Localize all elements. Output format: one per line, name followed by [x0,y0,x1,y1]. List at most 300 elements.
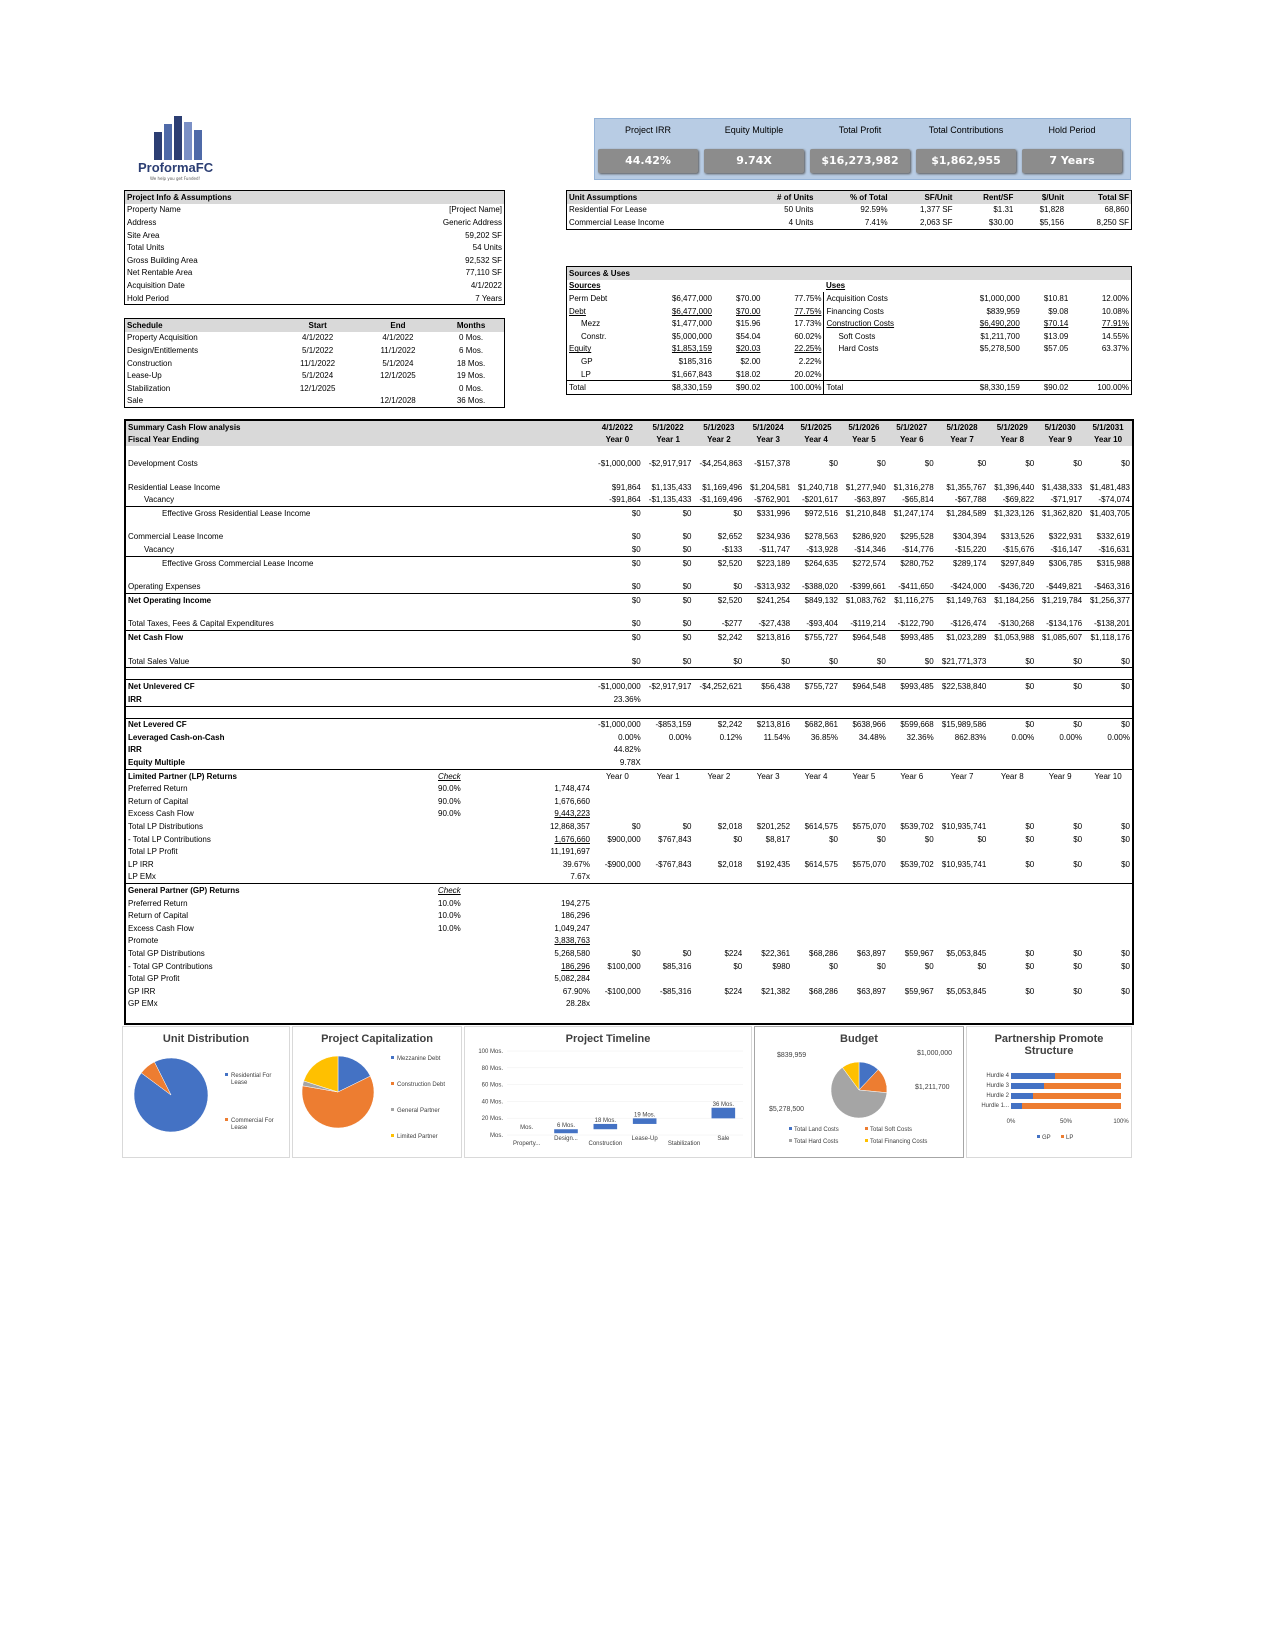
cell: $0 [1025,458,1035,468]
cell: $70.00 [736,293,761,303]
check-label: Check [436,884,488,897]
table-row [567,368,1131,381]
legend-label: Total Financing Costs [870,1139,928,1145]
cell: $539,702 [900,859,934,869]
row-label: Net Rentable Area [127,268,193,278]
cell: $1,085,607 [1042,632,1083,642]
pct-cell [436,972,488,985]
source-label: Equity [569,344,592,354]
cell: $0 [1025,948,1035,958]
cell: 17.73% [794,319,822,329]
cell: $5,156 [1039,217,1065,227]
cell: -$853,159 [643,718,694,731]
cell: $1,083,762 [845,595,886,605]
row-label: Residential For Lease [569,205,647,215]
gp-bar [1011,1073,1055,1079]
x-tick-label: 100% [1113,1119,1129,1125]
cell: -$67,788 [936,493,989,506]
source-label: Perm Debt [569,293,608,303]
cell: $13.09 [1043,331,1069,341]
year-header: Year 9 [1048,435,1072,445]
cell: 77.75% [794,306,822,316]
cell: $331,996 [756,508,791,518]
value-cell: 5,268,580 [554,948,590,958]
value-cell: 1,676,660 [554,796,590,806]
cell: $0 [1121,986,1130,996]
cell: -$11,747 [744,543,792,556]
date-header: 5/1/2031 [1092,422,1124,432]
pct-cell [436,858,488,871]
table-row [126,960,1132,973]
cell: $575,070 [852,859,886,869]
table-row [125,204,504,217]
table-row [126,593,1132,606]
cell: $755,727 [804,632,838,642]
cell: $0 [643,543,694,556]
use-label: Construction Costs [824,317,947,330]
year-header: Year 6 [899,435,924,445]
row-label: Commercial Lease Income [569,217,665,227]
legend-marker [865,1127,868,1130]
cashflow-subtitle: Fiscal Year Ending [128,435,199,445]
x-tick-label: Property... [513,1141,541,1147]
cell: $224 [724,948,743,958]
timeline-bar [594,1124,618,1129]
table-row [126,909,1132,922]
row-label: Effective Gross Residential Lease Income [162,508,311,518]
cell: $0 [829,458,838,468]
cell: 0.00% [1059,732,1083,742]
budget-chart [754,1026,964,1158]
cell: 12/1/2025 [299,383,336,393]
section-title: Limited Partner (LP) Returns [126,769,436,782]
cell: $2.00 [740,356,761,366]
pct-cell [436,820,488,833]
table-row [126,481,1132,494]
row-label: Site Area [127,230,160,240]
col-header: Start [308,320,327,330]
kpi-label: Total Profit [838,125,882,135]
cell: $0 [682,632,692,642]
cell: $201,252 [756,822,791,832]
cell: 4/1/2022 [382,333,414,343]
cell: $278,563 [804,532,838,542]
unit-assumptions-table [566,190,1132,230]
year-header: Year 3 [756,435,780,445]
cell: $0 [1084,655,1132,668]
cell: 1,377 SF [920,205,953,215]
cell: -$91,864 [592,493,643,506]
cell: $0 [876,458,886,468]
cell: -$399,661 [840,580,888,593]
timeline-bar [633,1118,657,1124]
y-tick-label: Mos. [489,1133,503,1139]
cell: -$122,790 [888,618,936,631]
value-cell: 186,296 [561,961,590,971]
table-row [126,680,1132,693]
cell: $56,438 [744,680,792,693]
cell: $185,316 [678,356,712,366]
row-label: Sale [127,396,144,406]
cell: 862.83% [954,732,987,742]
cell: $767,843 [658,834,692,844]
cell: $1,481,483 [1089,482,1130,492]
cell: $2,018 [717,822,743,832]
cell: 2.22% [798,356,822,366]
cell: $0 [1084,680,1132,693]
kpi-label: Total Contributions [928,125,1004,135]
cell: $0 [988,655,1036,668]
cell: $0 [840,655,888,668]
cell: $59,967 [904,948,934,958]
legend-label: Mezzanine Debt [397,1056,441,1062]
table-row [125,357,504,370]
cell: $0 [888,655,936,668]
cell: $2,242 [694,718,745,731]
cell: $85,316 [662,961,692,971]
row-label: Effective Gross Commercial Lease Income [162,558,314,568]
cell: $0 [694,580,745,593]
cell: -$69,822 [988,493,1036,506]
row-label: LP IRR [128,859,154,869]
row-label: Commercial Lease Income [128,532,224,542]
row-label: Lease-Up [127,371,162,381]
cell: $0 [643,655,694,668]
y-tick-label: 60 Mos. [481,1082,503,1089]
cell: -$2,917,917 [643,680,694,693]
table-row [125,395,504,408]
cell: $70.00 [736,306,761,316]
cell: -$424,000 [936,580,989,593]
cell: $1,355,767 [946,482,987,492]
cell: $0 [1121,822,1130,832]
value-cell: 194,275 [561,898,590,908]
cell: $0 [694,655,745,668]
cell: $15.96 [736,319,761,329]
year-header: Year 7 [936,769,989,782]
year-header: Year 5 [852,435,876,445]
table-row [567,292,1131,305]
year-header: Year 0 [592,769,643,782]
cell: $322,931 [1048,532,1083,542]
table-title: Project Info & Assumptions [127,192,232,202]
row-label: GP EMx [128,999,158,1009]
cell: $0 [682,532,692,542]
table-row [126,972,1132,985]
cell: $68,286 [809,986,838,996]
cell: 19 Mos. [456,371,486,381]
cell: 4 Units [788,217,814,227]
cell: $2,242 [717,632,743,642]
col-header: Rent/SF [983,192,1014,202]
check-label: Check [436,769,488,782]
gp-bar [1011,1083,1044,1089]
timeline-bar [712,1108,736,1119]
cell: $993,485 [888,680,936,693]
cell: 11.54% [763,732,791,742]
table-row [567,343,1131,356]
table-row [126,693,1132,706]
cell: 12/1/2025 [380,371,416,381]
cell: 5/1/2024 [382,358,414,368]
cell: $286,920 [852,532,886,542]
table-row [126,782,1132,795]
cell: $306,785 [1048,558,1083,568]
cell: Total [824,381,947,394]
table-row [126,998,1132,1011]
kpi-value-total-contributions: $1,862,955 [916,149,1016,173]
cell: 8,250 SF [1096,217,1129,227]
row-label: Preferred Return [128,784,188,794]
table-row [126,922,1132,935]
cell: 14.55% [1101,331,1129,341]
legend-label: Lease [231,1080,248,1086]
table-row [125,344,504,357]
cell: $0 [792,655,840,668]
cashflow-title: Summary Cash Flow analysis [128,422,241,432]
cell: -$277 [694,618,745,631]
cell: $0 [733,961,743,971]
value-cell: 3,838,763 [554,936,590,946]
row-label: Property Name [127,205,181,215]
cell: $5,053,845 [946,948,987,958]
gp-bar [1011,1093,1033,1099]
cell: -$63,897 [840,493,888,506]
cell: $614,575 [804,859,838,869]
legend-marker [225,1073,228,1076]
cell: $10.81 [1043,293,1069,303]
table-row [125,267,504,280]
row-label: Excess Cash Flow [128,923,194,933]
cell: 0.00% [1107,732,1130,742]
table-row [126,808,1132,821]
cell: 7.41% [864,217,888,227]
chart-title: Budget [840,1033,878,1045]
cell: $22,538,840 [936,680,989,693]
x-tick-label: 50% [1059,1119,1073,1125]
y-tick-label: Hurdle 4 [986,1073,1009,1079]
cell: 22.25% [794,344,822,354]
cell: $0 [643,618,694,631]
cell: $10,935,741 [941,822,987,832]
cell: 50 Units [784,205,814,215]
cell: $234,936 [756,532,791,542]
cell: $0 [682,508,692,518]
cell: $224 [724,986,743,996]
cell: $1,135,433 [651,482,692,492]
cell: $68,286 [809,948,838,958]
row-label: Operating Expenses [126,580,436,593]
cell: $30.00 [988,217,1014,227]
cell: $0 [1084,718,1132,731]
table-row [567,330,1131,343]
cell: -$16,631 [1084,543,1132,556]
cell: $2,652 [717,532,743,542]
cell: $91,864 [611,482,641,492]
sources-label: Sources [569,281,601,291]
cell: $0 [1036,718,1084,731]
table-row [126,618,1132,631]
row-label: Residential Lease Income [128,482,221,492]
cell: 0.00% [668,732,692,742]
cell: $0 [592,543,643,556]
cell: -$201,617 [792,493,840,506]
cell: $0 [1073,986,1083,996]
cell: $5,053,845 [946,986,987,996]
cell: 23.36% [592,693,643,706]
row-label: Total Taxes, Fees & Capital Expenditures [126,618,436,631]
pct-cell: 10.0% [438,923,461,933]
table-row [126,858,1132,871]
cell: $755,727 [792,680,840,693]
cell: $1,149,763 [946,595,987,605]
cell: $0 [592,655,643,668]
y-tick-label: 100 Mos. [478,1049,503,1055]
row-label: Promote [128,936,159,946]
cell: $1,403,705 [1089,508,1130,518]
row-label: - Total GP Contributions [128,961,213,971]
value-cell: 9,443,223 [554,809,590,819]
cell: -$93,404 [792,618,840,631]
table-row [125,254,504,267]
cell: $5,000,000 [671,331,712,341]
date-header: 5/1/2026 [848,422,880,432]
row-label: Equity Multiple [128,758,185,768]
source-label: Constr. [581,331,607,341]
cell: $1,323,126 [994,508,1035,518]
pct-cell [436,935,488,948]
promote-structure-chart [966,1026,1132,1158]
year-header: Year 5 [840,769,888,782]
cell: $900,000 [607,834,641,844]
cell: -$14,776 [888,543,936,556]
cell: $614,575 [804,822,838,832]
cell: $0 [631,822,641,832]
cell: 9.78X [619,758,641,768]
source-label: GP [581,356,593,366]
use-label: Financing Costs [824,305,947,318]
cell: -$65,814 [888,493,936,506]
cell: $1,240,718 [797,482,838,492]
cell: $297,849 [1000,558,1035,568]
cell: 0.00% [1011,732,1035,742]
table-row [125,229,504,242]
row-label: - Total LP Contributions [128,834,211,844]
cell: $0 [1025,986,1035,996]
use-label: Soft Costs [824,330,947,343]
cell: -$85,316 [659,986,692,996]
cell: -$138,201 [1084,618,1132,631]
sources-uses-table [566,266,1132,395]
pct-cell: 10.0% [438,898,461,908]
row-label: Net Cash Flow [128,632,184,642]
cell: $0 [631,532,641,542]
legend-marker [1061,1135,1064,1138]
pct-cell: 90.0% [438,796,461,806]
row-label: LP EMx [128,872,156,882]
row-label: GP IRR [128,986,156,996]
source-label: LP [581,369,591,379]
cell: $1,023,289 [946,632,987,642]
cell: -$388,020 [792,580,840,593]
cell: $0 [682,822,692,832]
source-label: Debt [569,306,586,316]
legend-label: Residential For [231,1073,272,1079]
cell: -$14,346 [840,543,888,556]
cell: -$100,000 [604,986,641,996]
y-tick-label: Hurdle 2 [986,1093,1009,1099]
cell: $539,702 [900,822,934,832]
date-header: 5/1/2025 [800,422,832,432]
row-label: Total Sales Value [126,655,436,668]
kpi-value-total-profit: $16,273,982 [810,149,910,173]
cell: $0 [682,595,692,605]
legend-label: Commercial For [231,1118,274,1124]
row-label: Preferred Return [128,898,188,908]
year-header: Year 3 [744,769,792,782]
cell: $20.03 [736,344,761,354]
pct-cell [436,960,488,973]
cell: $0 [682,558,692,568]
value-cell: 1,676,660 [554,834,590,844]
cell: $980 [772,961,791,971]
chart-title: Project Capitalization [321,1033,433,1045]
cell: $964,548 [852,632,886,642]
date-header: 4/1/2022 [601,422,633,432]
date-header: 5/1/2023 [703,422,735,432]
row-label: IRR [126,693,436,706]
cell: -$13,928 [792,543,840,556]
legend-label: GP [1042,1135,1051,1141]
year-header: Year 6 [888,769,936,782]
col-header: # of Units [777,192,814,202]
col-header: End [390,320,406,330]
cell [358,382,438,395]
cell: $849,132 [804,595,838,605]
project-capitalization-chart [292,1026,462,1158]
cell: 100.00% [1070,381,1131,394]
cell: 5/1/2024 [302,371,334,381]
legend-marker [391,1108,394,1111]
cell: 5/1/2022 [302,345,334,355]
legend-label: Limited Partner [397,1134,438,1140]
cell: $272,574 [852,558,886,568]
cell: $1,118,176 [1090,632,1130,642]
legend-marker [865,1139,868,1142]
x-tick-label: Construction [588,1141,623,1147]
source-label: Mezz [581,319,601,329]
cell: $22,361 [761,948,791,958]
table-row [126,493,1132,506]
date-header: 5/1/2024 [752,422,784,432]
pct-cell: 90.0% [438,809,461,819]
row-value: 59,202 SF [465,230,502,240]
cell: $0 [1121,834,1130,844]
cell: $2,018 [717,859,743,869]
cell: $0 [631,632,641,642]
cell: 32.36% [906,732,934,742]
cell: $1,211,700 [980,331,1020,341]
cell: $0 [1121,961,1130,971]
cell: -$449,821 [1036,580,1084,593]
cell: $0 [1025,859,1035,869]
lp-bar [1055,1073,1121,1079]
cell: Total [567,381,639,394]
cell: $90.02 [714,381,763,394]
cell: $0 [1073,948,1083,958]
table-row [126,631,1132,644]
data-label: $1,000,000 [917,1050,953,1057]
